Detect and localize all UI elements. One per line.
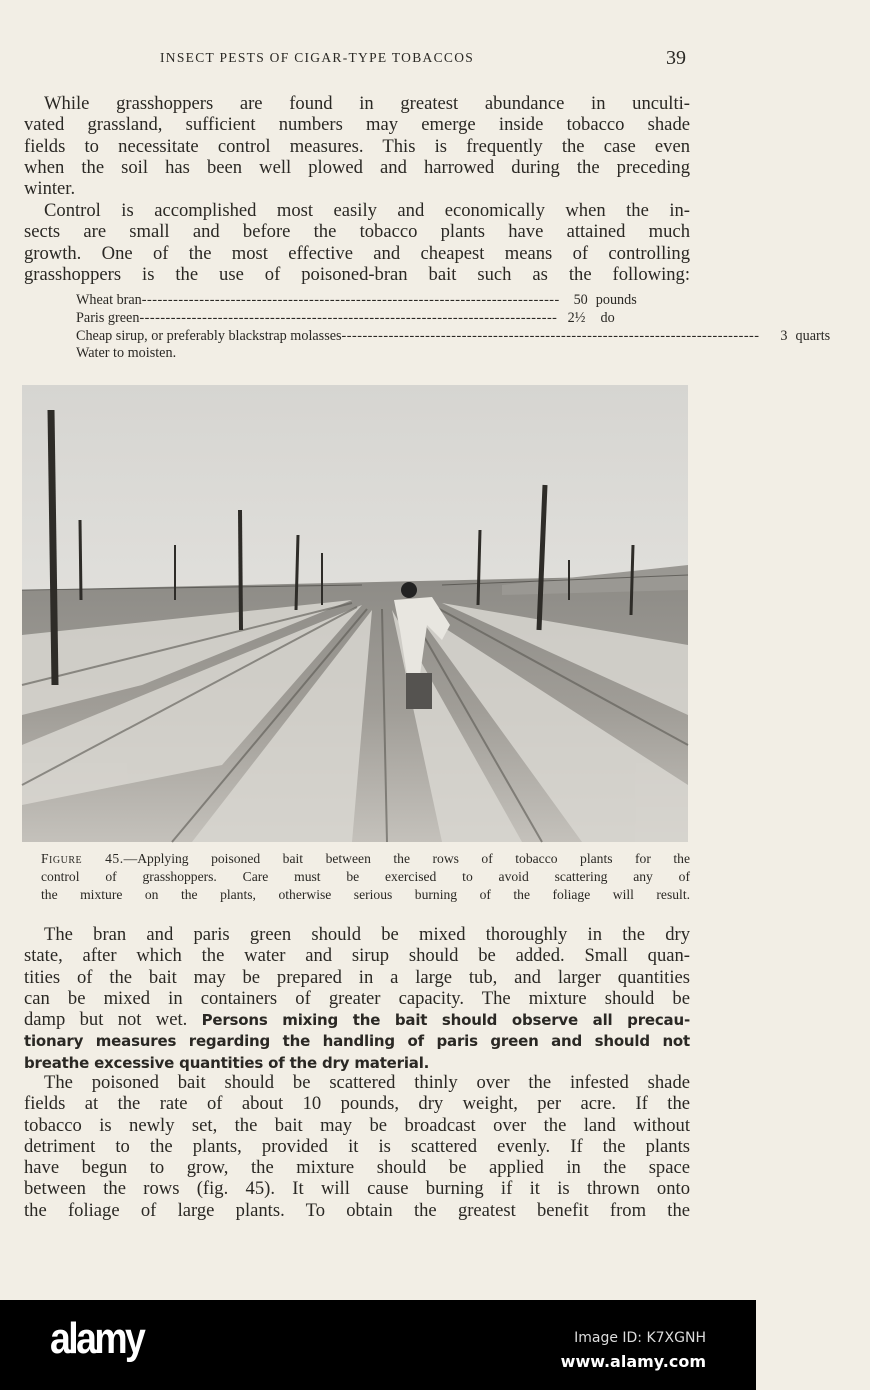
paragraph-3 (24, 924, 690, 1073)
figure-45-photo (22, 385, 688, 842)
leader-dots: -------------------------------------------------------------------------------- (341, 327, 760, 344)
text-line: tobacco is newly set, the bait may be broadcast over the land without (24, 1114, 690, 1136)
leader-dots: -------------------------------------------------------------------------------- (141, 292, 560, 308)
recipe-row (76, 327, 831, 346)
text-line (24, 1030, 690, 1051)
ingredient-unit: pounds (595, 292, 637, 308)
text-line: growth. One of the most effective and cheapest means of controlling (24, 242, 690, 264)
image-id: Image ID: K7XGNH (574, 1330, 706, 1346)
text-run: damp but not wet. (24, 1009, 202, 1031)
text-run: state, after which the water and sirup should be added. Small quan- (24, 945, 690, 967)
text-run: can be mixed in containers of greater capacity. The mixture should be (24, 987, 690, 1009)
ingredient-name: Water to moisten. (76, 345, 177, 362)
text-line: sects are small and before the tobacco plants have attained much (24, 221, 690, 243)
text-line: winter. (24, 178, 76, 200)
text-line (24, 967, 690, 988)
bold-text-run: tionary measures regarding the handling of paris green and should not (24, 1032, 690, 1051)
running-header: INSECT PESTS OF CIGAR-TYPE TOBACCOS (160, 50, 475, 65)
text-line: detriment to the plants, provided it is scattered evenly. If the plants (24, 1135, 690, 1157)
paragraph-2 (24, 200, 690, 285)
ingredient-quantity: 3 (780, 327, 788, 344)
text-line (24, 924, 690, 945)
ingredient-unit: quarts (795, 327, 831, 344)
ingredient-name: Cheap sirup, or preferably blackstrap molasses (76, 327, 342, 344)
leader-dots: -------------------------------------------------------------------------------- (139, 309, 558, 326)
watermark-footer (0, 1300, 756, 1390)
page-number: 39 (666, 47, 686, 69)
bait-recipe (76, 292, 831, 363)
figure-caption: Figure 45.—Applying poisoned bait between the rows of tobacco plants for the control of grasshoppers. Care must be exercised to avoid scattering any of the mixture on the plants, otherwise serious burning of the foliage will result. (41, 851, 690, 902)
text-line: fields to necessitate control measures. This is frequently the case even (24, 135, 690, 157)
ingredient-unit: do (593, 309, 615, 326)
text-line: vated grassland, sufficient numbers may emerge inside tobacco shade (24, 114, 690, 136)
text-line: The poisoned bait should be scattered thinly over the infested shade (44, 1072, 690, 1093)
text-line: While grasshoppers are found in greatest abundance in unculti- (44, 93, 690, 114)
text-line (24, 1052, 690, 1073)
ingredient-name: Wheat bran (76, 292, 142, 308)
text-line (24, 988, 690, 1009)
ingredient-name: Paris green (76, 309, 140, 326)
alamy-logo: alamy (50, 1314, 144, 1363)
text-line: the foliage of large plants. To obtain the greatest benefit from the (24, 1199, 690, 1221)
recipe-row (76, 310, 636, 328)
text-line (24, 945, 690, 966)
recipe-row (76, 345, 636, 363)
text-line: fields at the rate of about 10 pounds, dry weight, per acre. If the (24, 1093, 690, 1115)
recipe-row (76, 292, 636, 310)
paragraph-4 (24, 1072, 690, 1221)
text-line: when the soil has been well plowed and harrowed during the preceding (24, 156, 690, 178)
ingredient-quantity: 2½ (567, 309, 586, 326)
text-line: Control is accomplished most easily and economically when the in- (44, 200, 690, 221)
text-line (24, 1009, 690, 1030)
figure-label: Figure 45. (41, 851, 124, 866)
text-run: tities of the bait may be prepared in a large tub, and larger quantities (24, 966, 690, 988)
ingredient-quantity: 50 (573, 292, 588, 308)
text-line: grasshoppers is the use of poisoned-bran bait such as the following: (24, 263, 690, 285)
bold-text-run: Persons mixing the bait should observe all precau- (201, 1011, 690, 1030)
paragraph-1 (24, 93, 690, 199)
text-line: have begun to grow, the mixture should be applied in the space (24, 1157, 690, 1179)
text-run: The bran and paris green should be mixed thoroughly in the dry (44, 924, 690, 945)
bold-text-run: breathe excessive quantities of the dry material. (24, 1053, 430, 1072)
text-line: between the rows (fig. 45). It will cause burning if it is thrown onto (24, 1178, 690, 1200)
site-url: www.alamy.com (560, 1352, 706, 1371)
